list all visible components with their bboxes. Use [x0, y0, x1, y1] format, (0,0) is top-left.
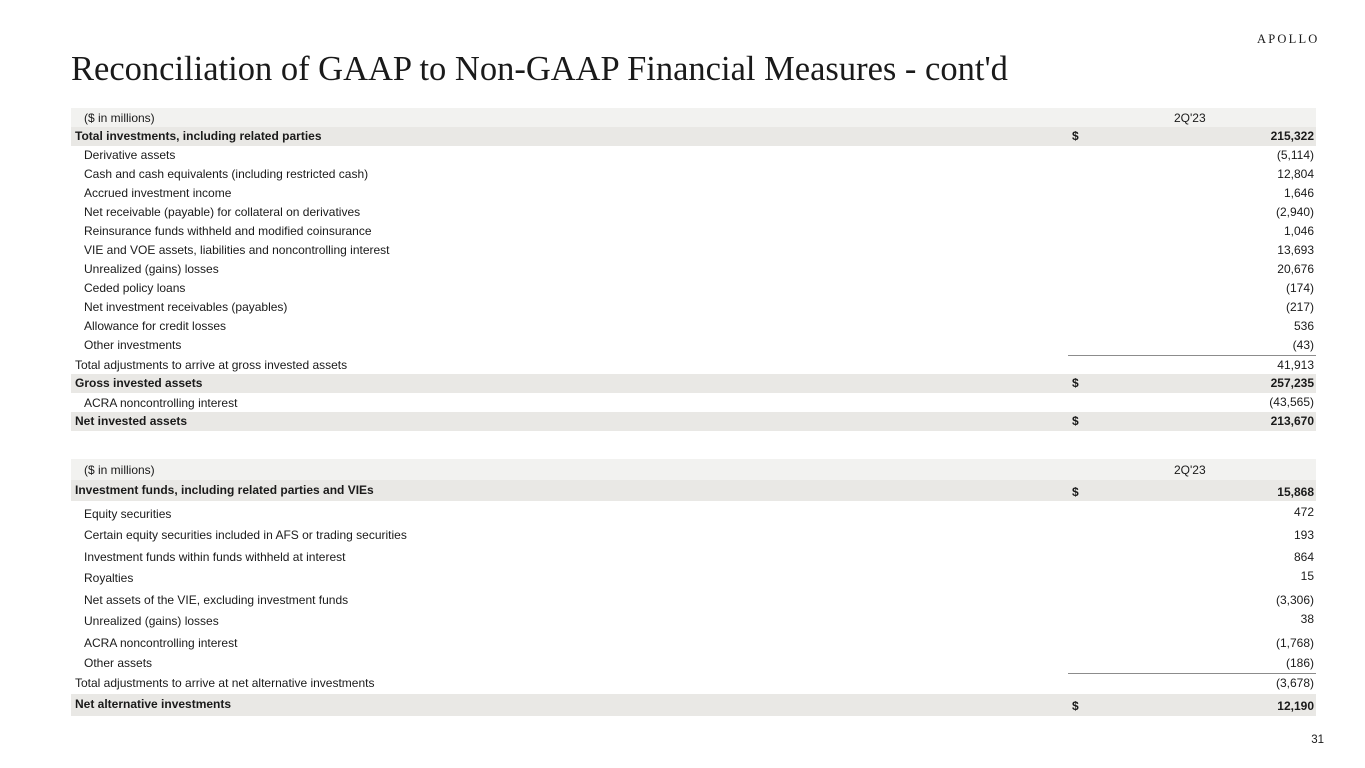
- table-row: [71, 587, 1316, 608]
- row-value: 864: [1293, 550, 1314, 564]
- unit-label: ($ in millions): [84, 111, 155, 125]
- dollar-sign: $: [1072, 414, 1079, 428]
- row-label: Accrued investment income: [84, 186, 232, 200]
- row-label: Net invested assets: [75, 414, 188, 428]
- table-row: [71, 565, 1316, 587]
- row-label: Investment funds, including related parties and VIEs: [75, 483, 374, 497]
- row-value: (43): [1292, 338, 1314, 352]
- period-header: 2Q'23: [1174, 111, 1206, 125]
- row-value: 193: [1293, 528, 1314, 542]
- table-row: [71, 165, 1316, 184]
- row-value: 15: [1300, 569, 1314, 583]
- row-value: 215,322: [1270, 129, 1314, 143]
- total-row: [71, 694, 1316, 716]
- row-value: 13,693: [1277, 243, 1314, 257]
- table-row: [71, 317, 1316, 336]
- row-value: 12,190: [1277, 699, 1314, 713]
- table-row: [71, 336, 1316, 355]
- table-header-row: [71, 108, 1316, 127]
- row-label: Total investments, including related parties: [75, 129, 322, 143]
- row-label: Derivative assets: [84, 148, 176, 162]
- row-value: 15,868: [1277, 485, 1314, 499]
- table-row: [71, 480, 1316, 501]
- table-row: [71, 127, 1316, 146]
- table-row: [71, 544, 1316, 565]
- dollar-sign: $: [1072, 699, 1079, 713]
- row-value: 213,670: [1270, 414, 1314, 428]
- row-label: Investment funds within funds withheld at interest: [84, 550, 346, 564]
- row-label: Total adjustments to arrive at gross invested assets: [75, 358, 348, 372]
- row-value: (186): [1285, 656, 1314, 670]
- table-row: [71, 184, 1316, 203]
- row-value: 1,046: [1283, 224, 1314, 238]
- row-label: Royalties: [84, 571, 134, 585]
- row-label: Other assets: [84, 656, 153, 670]
- row-value: 38: [1300, 612, 1314, 626]
- row-value: (1,768): [1275, 636, 1314, 650]
- table-row: [71, 651, 1316, 673]
- row-label: Total adjustments to arrive at net alternative investments: [75, 676, 375, 690]
- page-number: 31: [1311, 734, 1324, 746]
- row-value: (2,940): [1275, 205, 1314, 219]
- table-row: [71, 203, 1316, 222]
- table-row: [71, 260, 1316, 279]
- row-label: ACRA noncontrolling interest: [84, 636, 238, 650]
- apollo-logo: APOLLO: [1257, 32, 1320, 46]
- subtotal-row: [71, 673, 1316, 694]
- row-value: (43,565): [1269, 395, 1314, 409]
- row-label: Unrealized (gains) losses: [84, 614, 219, 628]
- row-label: VIE and VOE assets, liabilities and noncontrolling interest: [84, 243, 390, 257]
- row-label: Reinsurance funds withheld and modified coinsurance: [84, 224, 372, 238]
- row-value: 41,913: [1277, 358, 1314, 372]
- row-label: ACRA noncontrolling interest: [84, 396, 238, 410]
- period-header: 2Q'23: [1174, 463, 1206, 477]
- row-label: Equity securities: [84, 507, 172, 521]
- row-value: (174): [1285, 281, 1314, 295]
- table-row: [71, 241, 1316, 260]
- row-label: Net alternative investments: [75, 697, 232, 711]
- row-label: Allowance for credit losses: [84, 319, 227, 333]
- row-value: 20,676: [1277, 262, 1314, 276]
- row-value: 12,804: [1277, 167, 1314, 181]
- row-value: (3,678): [1275, 676, 1314, 690]
- row-value: (217): [1285, 300, 1314, 314]
- table-row: [71, 298, 1316, 317]
- total-row: [71, 412, 1316, 431]
- row-label: Certain equity securities included in AFS or trading securities: [84, 528, 407, 542]
- table-row: [71, 522, 1316, 544]
- subtotal-row: [71, 355, 1316, 374]
- table-row: [71, 146, 1316, 165]
- table-row: [71, 630, 1316, 651]
- table-header-row: [71, 459, 1316, 480]
- row-label: Other investments: [84, 338, 182, 352]
- row-value: 472: [1293, 505, 1314, 519]
- row-label: Cash and cash equivalents (including restricted cash): [84, 167, 369, 181]
- unit-label: ($ in millions): [84, 463, 155, 477]
- row-label: Net receivable (payable) for collateral on derivatives: [84, 205, 361, 219]
- row-value: 536: [1293, 319, 1314, 333]
- row-value: 257,235: [1270, 376, 1314, 390]
- row-label: Net investment receivables (payables): [84, 300, 288, 314]
- page-title: Reconciliation of GAAP to Non-GAAP Financial Measures - cont'd: [71, 50, 1008, 88]
- table-row: [71, 393, 1316, 412]
- row-label: Unrealized (gains) losses: [84, 262, 219, 276]
- total-row: [71, 374, 1316, 393]
- dollar-sign: $: [1072, 485, 1079, 499]
- row-label: Gross invested assets: [75, 376, 203, 390]
- dollar-sign: $: [1072, 376, 1079, 390]
- net-alternative-investments-table: [71, 459, 1316, 716]
- table-row: [71, 279, 1316, 298]
- table-row: [71, 608, 1316, 630]
- net-invested-assets-table: [71, 108, 1316, 431]
- dollar-sign: $: [1072, 129, 1079, 143]
- row-label: Ceded policy loans: [84, 281, 186, 295]
- table-row: [71, 222, 1316, 241]
- row-label: Net assets of the VIE, excluding investment funds: [84, 593, 349, 607]
- row-value: (3,306): [1275, 593, 1314, 607]
- table-row: [71, 501, 1316, 522]
- row-value: 1,646: [1283, 186, 1314, 200]
- row-value: (5,114): [1276, 148, 1314, 162]
